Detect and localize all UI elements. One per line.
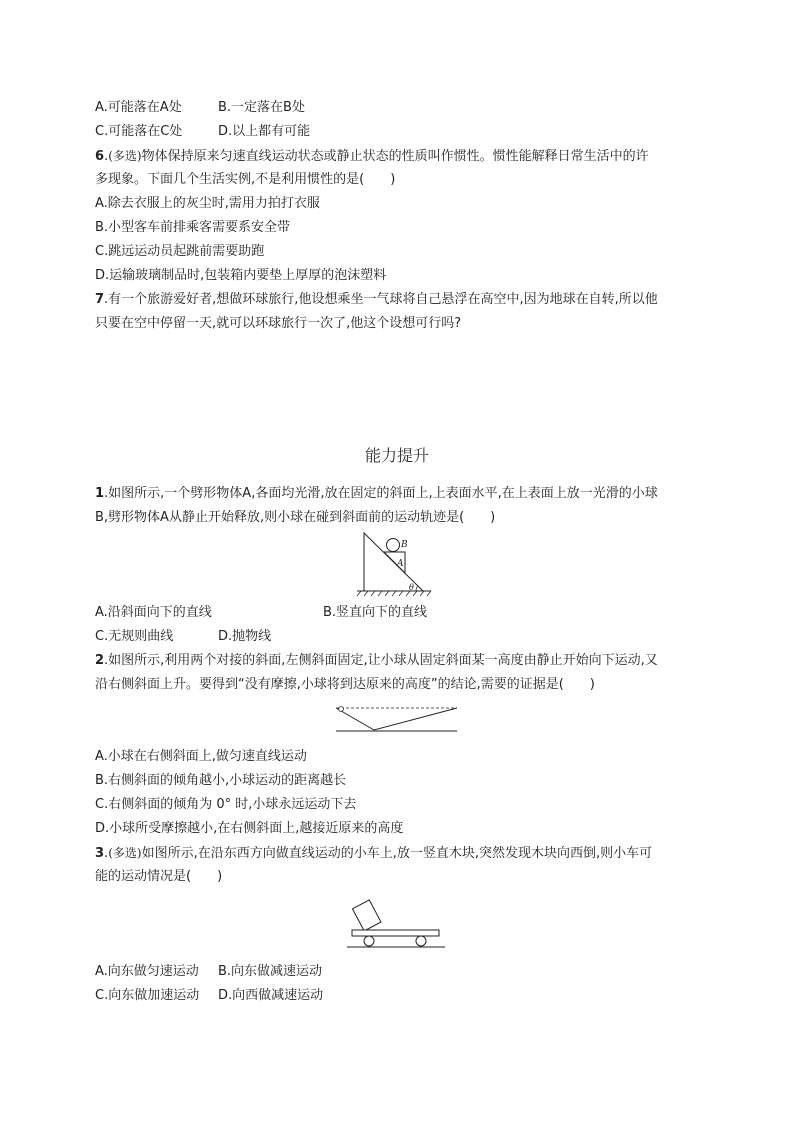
q5-option-b: B.一定落在B处 (218, 100, 305, 115)
p2-q2-option-d: D.小球所受摩擦越小,在右侧斜面上,越接近原来的高度 (95, 821, 404, 836)
p2-q3-stem-line2: 能的运动情况是( ) (95, 869, 223, 884)
q5-option-c: C.可能落在C处 (95, 124, 183, 139)
p2-q2-stem-line2: 沿右侧斜面上升。要得到“没有摩擦,小球将到达原来的高度”的结论,需要的证据是( ) (95, 677, 595, 692)
q6-text-line1: 物体保持原来匀速直线运动状态或静止状态的性质叫作惯性。惯性能解释日常生活中的许 (141, 149, 649, 164)
p2-q1-stem-line1 (95, 485, 658, 503)
p2-q1-option-a: A.沿斜面向下的直线 (95, 605, 212, 620)
q6-option-b: B.小型客车前排乘客需要系安全带 (95, 220, 291, 235)
wedge-label: A (397, 559, 404, 569)
q5-option-a: A.可能落在A处 (95, 100, 182, 115)
q7-text-line1: .有一个旅游爱好者,想做环球旅行,他设想乘坐一气球将自己悬浮在高空中,因为地球在自转,所以他 (104, 292, 658, 307)
section-title: 能力提升 (364, 446, 429, 465)
p2-q2-number: 2 (95, 653, 105, 668)
q6-stem-line1: 6.(多选)物体保持原来匀速直线运动状态或静止状态的性质叫作惯性。惯性能解释日常生活中的许 (95, 149, 649, 164)
p2-q3-option-b: B.向东做减速运动 (218, 964, 323, 979)
q7-stem-line1 (95, 291, 658, 309)
p2-q2-option-b: B.右侧斜面的倾角越小,小球运动的距离越长 (95, 773, 347, 788)
wedge-on-incline-figure (355, 531, 435, 597)
p2-q3-multi-tag: (多选) (108, 846, 142, 860)
q6-option-a: A.除去衣服上的灰尘时,需用力拍打衣服 (95, 196, 320, 211)
tilted-block (352, 900, 381, 931)
p2-q3-text-line1: 如图所示,在沿东西方向做直线运动的小车上,放一竖直木块,突然发现木块向西倒,则小车可 (141, 846, 653, 861)
p2-q2-option-a: A.小球在右侧斜面上,做匀速直线运动 (95, 749, 307, 764)
cart-block-figure (345, 893, 447, 951)
q7-number: 7 (95, 292, 105, 307)
ball (339, 707, 344, 712)
cart-platform (352, 930, 439, 936)
p2-q1-number: 1 (95, 486, 105, 501)
p2-q3-option-c: C.向东做加速运动 (95, 988, 200, 1003)
q5-option-d: D.以上都有可能 (218, 124, 311, 139)
q6-option-d: D.运输玻璃制品时,包装箱内要垫上厚厚的泡沫塑料 (95, 268, 387, 283)
ball-b (387, 539, 400, 552)
p2-q2-option-c: C.右侧斜面的倾角为 0° 时,小球永远运动下去 (95, 797, 357, 812)
cart-wheel-left (364, 936, 374, 946)
q6-option-c: C.跳远运动员起跳前需要助跑 (95, 244, 265, 259)
p2-q1-option-b: B.竖直向下的直线 (323, 605, 428, 620)
incline-surfaces (336, 708, 457, 730)
ground-hatch (357, 591, 431, 596)
q7-stem-line2: 只要在空中停留一天,就可以环球旅行一次了,他这个设想可行吗? (95, 316, 462, 331)
angle-label: θ (409, 583, 414, 592)
cart-wheel-right (416, 936, 426, 946)
p2-q1-stem-line2: B,劈形物体A从静止开始释放,则小球在碰到斜面前的运动轨迹是( ) (95, 510, 496, 525)
p2-q3-number: 3 (95, 846, 105, 861)
p2-q1-option-d: D.抛物线 (218, 629, 272, 644)
p2-q1-text-line1: .如图所示,一个劈形物体A,各面均光滑,放在固定的斜面上,上表面水平,在上表面上放一光滑的小球 (104, 486, 658, 501)
double-incline-figure (333, 700, 461, 736)
p2-q3-option-d: D.向西做减速运动 (218, 988, 324, 1003)
q6-stem-line2: 多现象。下面几个生活实例,不是利用惯性的是( ) (95, 172, 396, 187)
q6-multi-tag: (多选) (108, 149, 142, 163)
ball-label: B (401, 540, 408, 550)
p2-q3-option-a: A.向东做匀速运动 (95, 964, 199, 979)
q6-number: 6 (95, 149, 105, 164)
p2-q1-option-c: C.无规则曲线 (95, 629, 174, 644)
p2-q2-stem-line1 (95, 652, 658, 670)
p2-q3-stem-line1: 3.(多选)如图所示,在沿东西方向做直线运动的小车上,放一竖直木块,突然发现木块向西倒,则小车可 (95, 846, 653, 861)
angle-arc (416, 586, 418, 591)
p2-q2-text-line1: .如图所示,利用两个对接的斜面,左侧斜面固定,让小球从固定斜面某一高度由静止开始向下运动,又 (104, 653, 658, 668)
